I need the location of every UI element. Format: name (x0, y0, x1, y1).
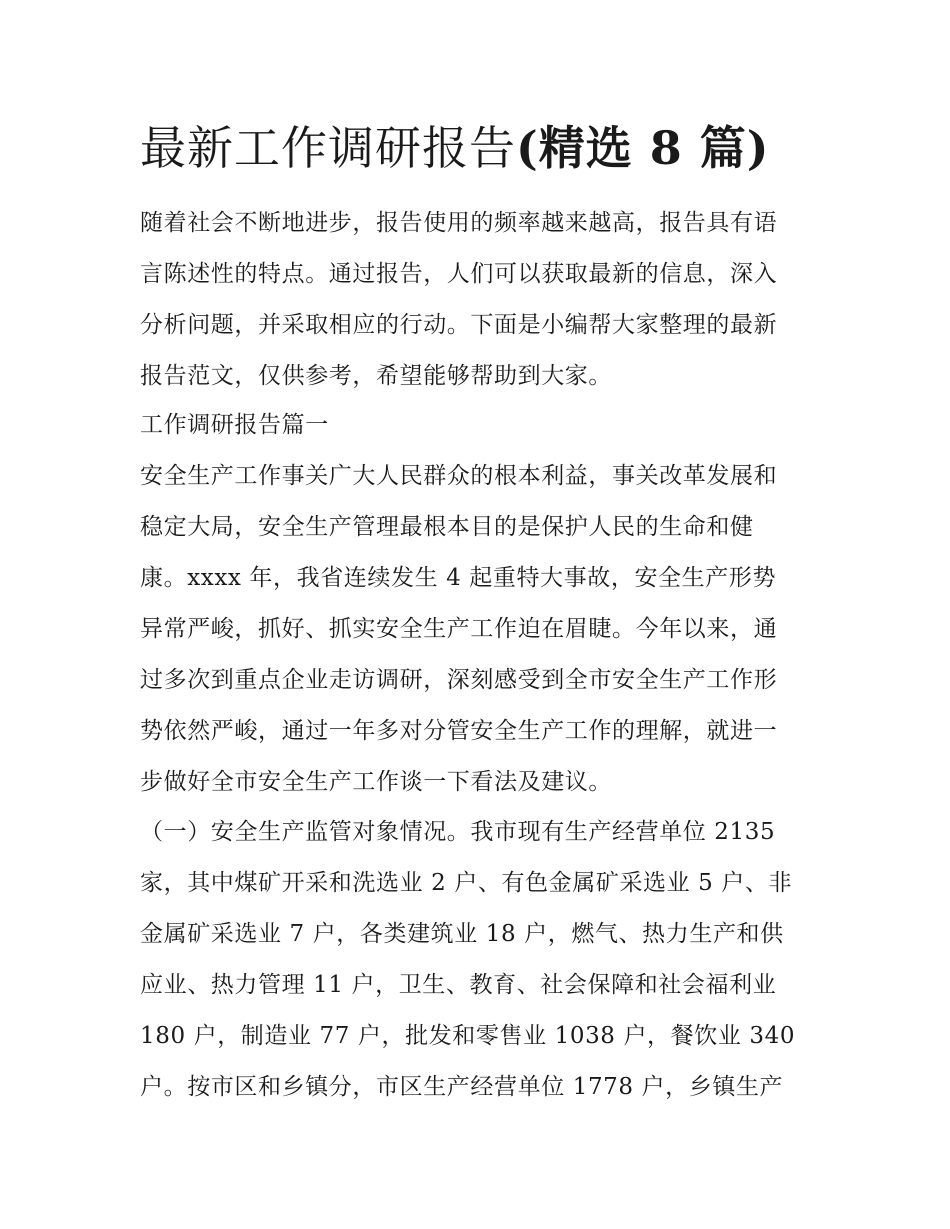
paragraph-line: 过多次到重点企业走访调研，深刻感受到全市安全生产工作形 (140, 667, 778, 693)
section-heading: 工作调研报告篇一 (140, 412, 329, 438)
paragraph-line: 康。xxxx 年，我省连续发生 4 起重特大事故，安全生产形势 (140, 565, 777, 591)
paragraph-line: 分析问题，并采取相应的行动。下面是小编帮大家整理的最新 (140, 312, 778, 338)
title-main: 最新工作调研报告 (140, 121, 516, 175)
paragraph-line: 家，其中煤矿开采和洗选业 2 户、有色金属矿采选业 5 户、非 (140, 870, 793, 896)
paragraph-line: 180 户，制造业 77 户，批发和零售业 1038 户，餐饮业 340 (140, 1023, 796, 1049)
paragraph-line: 稳定大局，安全生产管理最根本目的是保护人民的生命和健 (140, 514, 754, 540)
paragraph-line: 户。按市区和乡镇分，市区生产经营单位 1778 户，乡镇生产 (140, 1074, 784, 1100)
paragraph-line: 言陈述性的特点。通过报告，人们可以获取最新的信息，深入 (140, 261, 778, 287)
paragraph-line: 报告范文，仅供参考，希望能够帮助到大家。 (140, 363, 612, 389)
paragraph-line: 步做好全市安全生产工作谈一下看法及建议。 (140, 769, 612, 795)
paragraph-line: 势依然严峻，通过一年多对分管安全生产工作的理解，就进一 (140, 718, 778, 744)
paragraph-line: 随着社会不断地进步，报告使用的频率越来越高，报告具有语 (140, 210, 778, 236)
title-bold: (精选 8 篇) (516, 121, 770, 175)
paragraph-line: 应业、热力管理 11 户，卫生、教育、社会保障和社会福利业 (140, 972, 777, 998)
document-title (140, 118, 840, 178)
paragraph-line: 金属矿采选业 7 户，各类建筑业 18 户，燃气、热力生产和供 (140, 921, 784, 947)
paragraph-line: 安全生产工作事关广大人民群众的根本利益，事关改革发展和 (140, 463, 778, 489)
paragraph-line: （一）安全生产监管对象情况。我市现有生产经营单位 2135 (140, 819, 776, 845)
paragraph-line: 异常严峻，抓好、抓实安全生产工作迫在眉睫。今年以来，通 (140, 616, 778, 642)
